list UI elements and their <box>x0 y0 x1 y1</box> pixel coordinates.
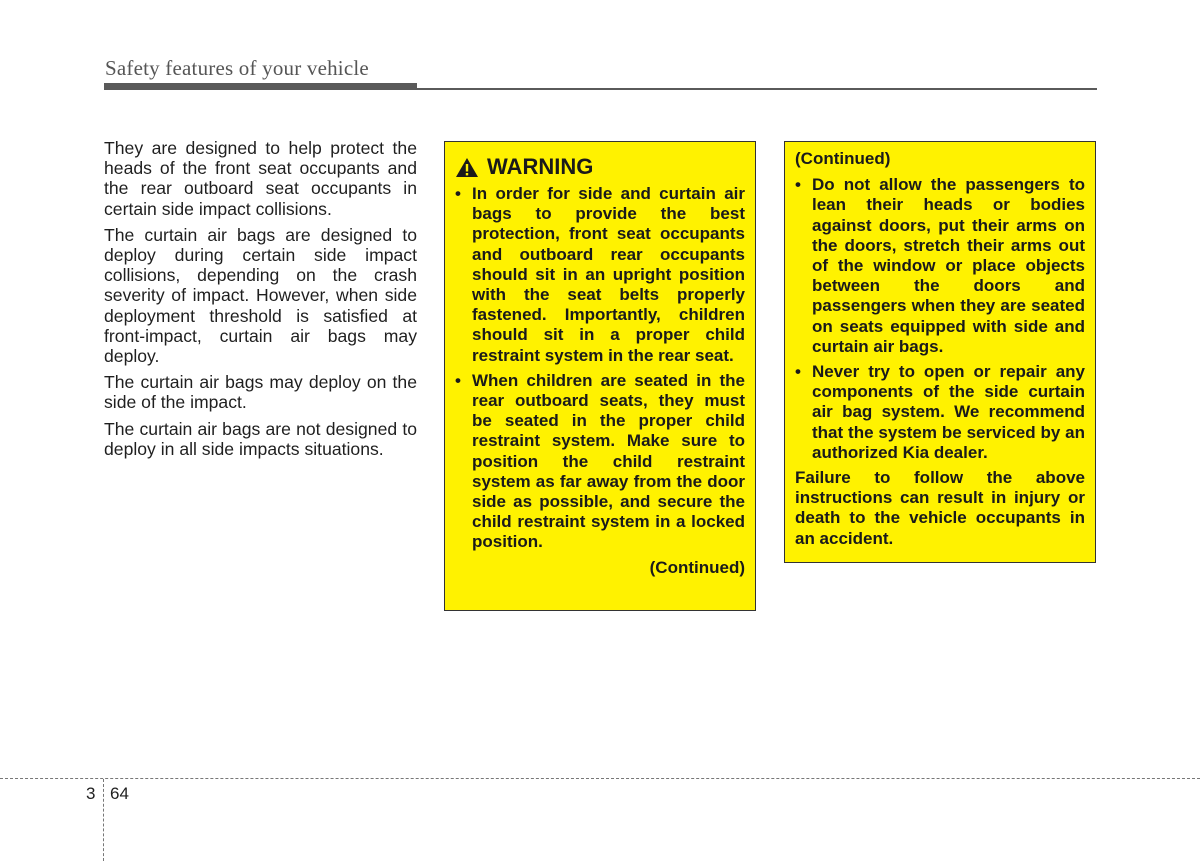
warning-bullet <box>795 362 1085 463</box>
warning-bullet <box>455 371 745 553</box>
warning-triangle-icon <box>455 157 479 178</box>
footer-dashed-rule <box>0 778 1200 779</box>
continued-label: (Continued) <box>795 149 891 168</box>
bullet-text: When children are seated in the rear outboard seats, they must be seated in the proper child restraint system. Make sure to position the child restraint system as far away from the door side as possible, and secure the child restraint system in a locked position. <box>472 370 745 552</box>
warning-closing-text: Failure to follow the above instructions can result in injury or death to the vehicle occupants in an accident. <box>795 468 1085 548</box>
warning-heading-label: WARNING <box>487 154 594 179</box>
body-paragraph: The curtain air bags may deploy on the side of the impact. <box>104 372 417 413</box>
warning-bullet <box>455 184 745 366</box>
page-number: 64 <box>110 784 129 803</box>
bullet-dot: • <box>455 370 461 390</box>
body-paragraph: They are designed to help protect the heads of the front seat occupants and the rear outboard seat occupants in certain side impact collisions. <box>104 138 417 219</box>
header-rule-thick <box>104 83 417 90</box>
warning-box-left <box>444 141 756 611</box>
bullet-text: Never try to open or repair any components of the side curtain air bag system. We recommend that the system be serviced by an authorized Kia dealer. <box>812 362 1085 462</box>
body-text-column <box>104 138 417 465</box>
bullet-dot: • <box>795 175 801 195</box>
bullet-text: Do not allow the passengers to lean their heads or bodies against doors, put their arms on the doors, stretch their arms out of the window or place objects between the doors and passengers when they are seated on seats equipped with side and curtain air bags. <box>812 175 1085 356</box>
bullet-dot: • <box>795 362 801 382</box>
bullet-text: In order for side and curtain air bags to provide the best protection, front seat occupants and outboard rear occupants should sit in an upright position with the seat belts properly fastened. Importantly, children should sit in a proper child restraint system in the rear seat. <box>472 184 745 365</box>
warning-bullet <box>795 175 1085 357</box>
body-paragraph: The curtain air bags are designed to deploy during certain side impact collisions, depending on the crash severity of impact. However, when side deployment threshold is satisfied at front-impact, curtain air bags may deploy. <box>104 224 417 367</box>
header-title: Safety features of your vehicle <box>105 56 369 80</box>
warning-heading <box>455 154 745 180</box>
chapter-number: 3 <box>86 784 96 803</box>
continued-label: (Continued) <box>649 557 745 577</box>
footer-vertical-dashed-rule <box>103 779 104 861</box>
warning-box-right <box>784 141 1096 563</box>
bullet-dot: • <box>455 184 461 203</box>
body-paragraph: The curtain air bags are not designed to deploy in all side impacts situations. <box>104 418 417 459</box>
header-rule-thin <box>417 88 1097 90</box>
